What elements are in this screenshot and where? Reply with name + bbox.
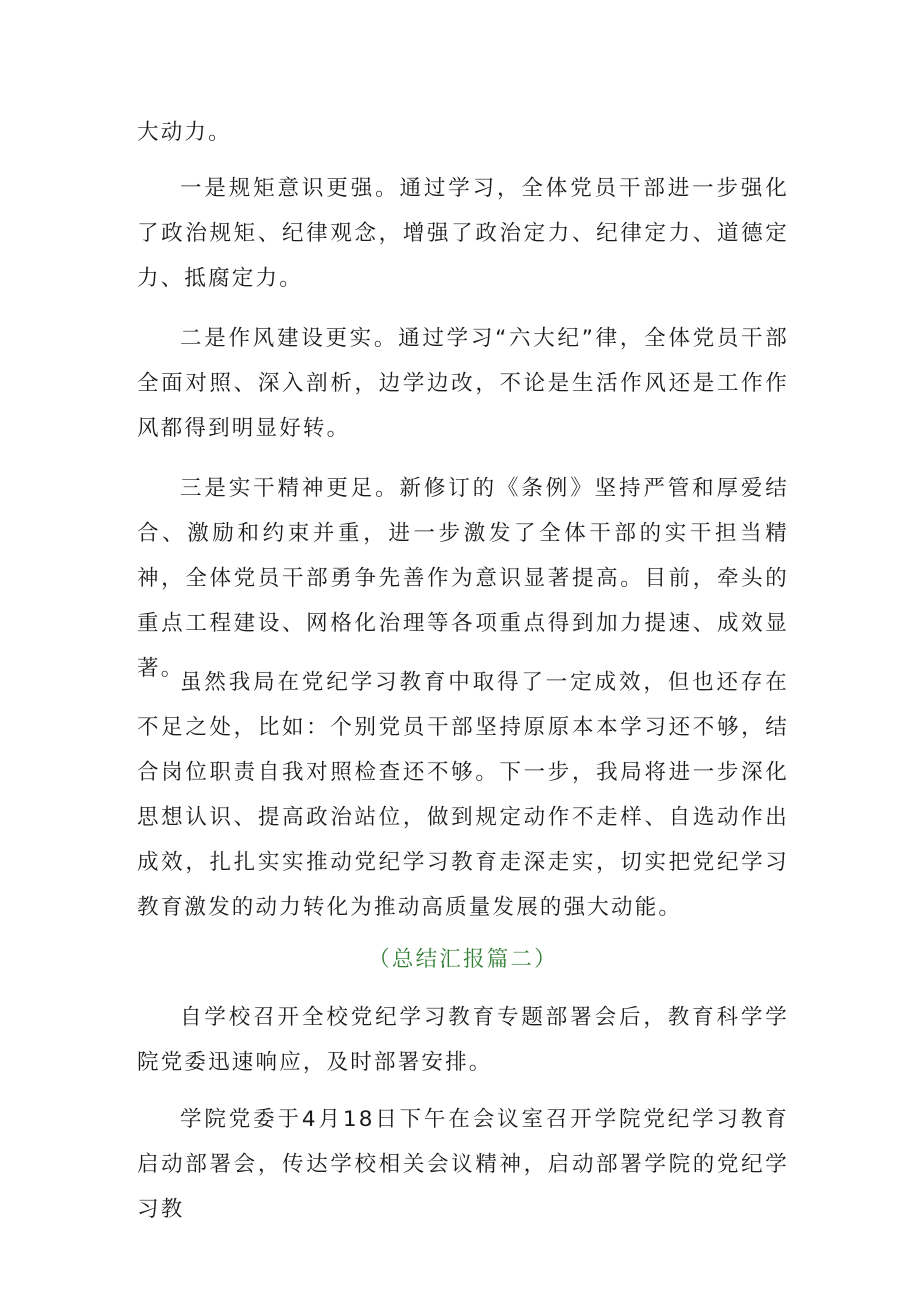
paragraph-shortcomings: 虽然我局在党纪学习教育中取得了一定成效，但也还存在不足之处，比如：个别党员干部坚持原原本本学习还不够，结合岗位职责自我对照检查还不够。下一步，我局将进一步深化思想认识、提高政治站位，做到规定动作不走样、自选动作出成效，扎扎实实推动党纪学习教育走深走实，切实把党纪学习教育激发的动力转化为推动高质量发展的强大动能。	[137, 670, 789, 920]
paragraph-continuation: 大动力。	[137, 120, 232, 145]
paragraph-college-meeting: 学院党委于4月18日下午在会议室召开学院党纪学习教育启动部署会，传达学校相关会议精神，启动部署学院的党纪学习教	[137, 1107, 789, 1222]
paragraph-work-style: 二是作风建设更实。通过学习“六大纪”律，全体党员干部全面对照、深入剖析，边学边改，不论是生活作风还是工作作风都得到明显好转。	[137, 326, 789, 441]
paragraph-practical-spirit: 三是实干精神更足。新修订的《条例》坚持严管和厚爱结合、激励和约束并重，进一步激发了全体干部的实干担当精神，全体党员干部勇争先善作为意识显著提高。目前，牵头的重点工程建设、网格化治理等各项重点得到加力提速、成效显著。	[137, 476, 789, 681]
paragraph-school-meeting: 自学校召开全校党纪学习教育专题部署会后，教育科学学院党委迅速响应，及时部署安排。	[137, 1005, 789, 1075]
paragraph-rules-awareness: 一是规矩意识更强。通过学习，全体党员干部进一步强化了政治规矩、纪律观念，增强了政治定力、纪律定力、道德定力、抵腐定力。	[137, 176, 789, 291]
section-heading: （总结汇报篇二）	[368, 947, 558, 972]
